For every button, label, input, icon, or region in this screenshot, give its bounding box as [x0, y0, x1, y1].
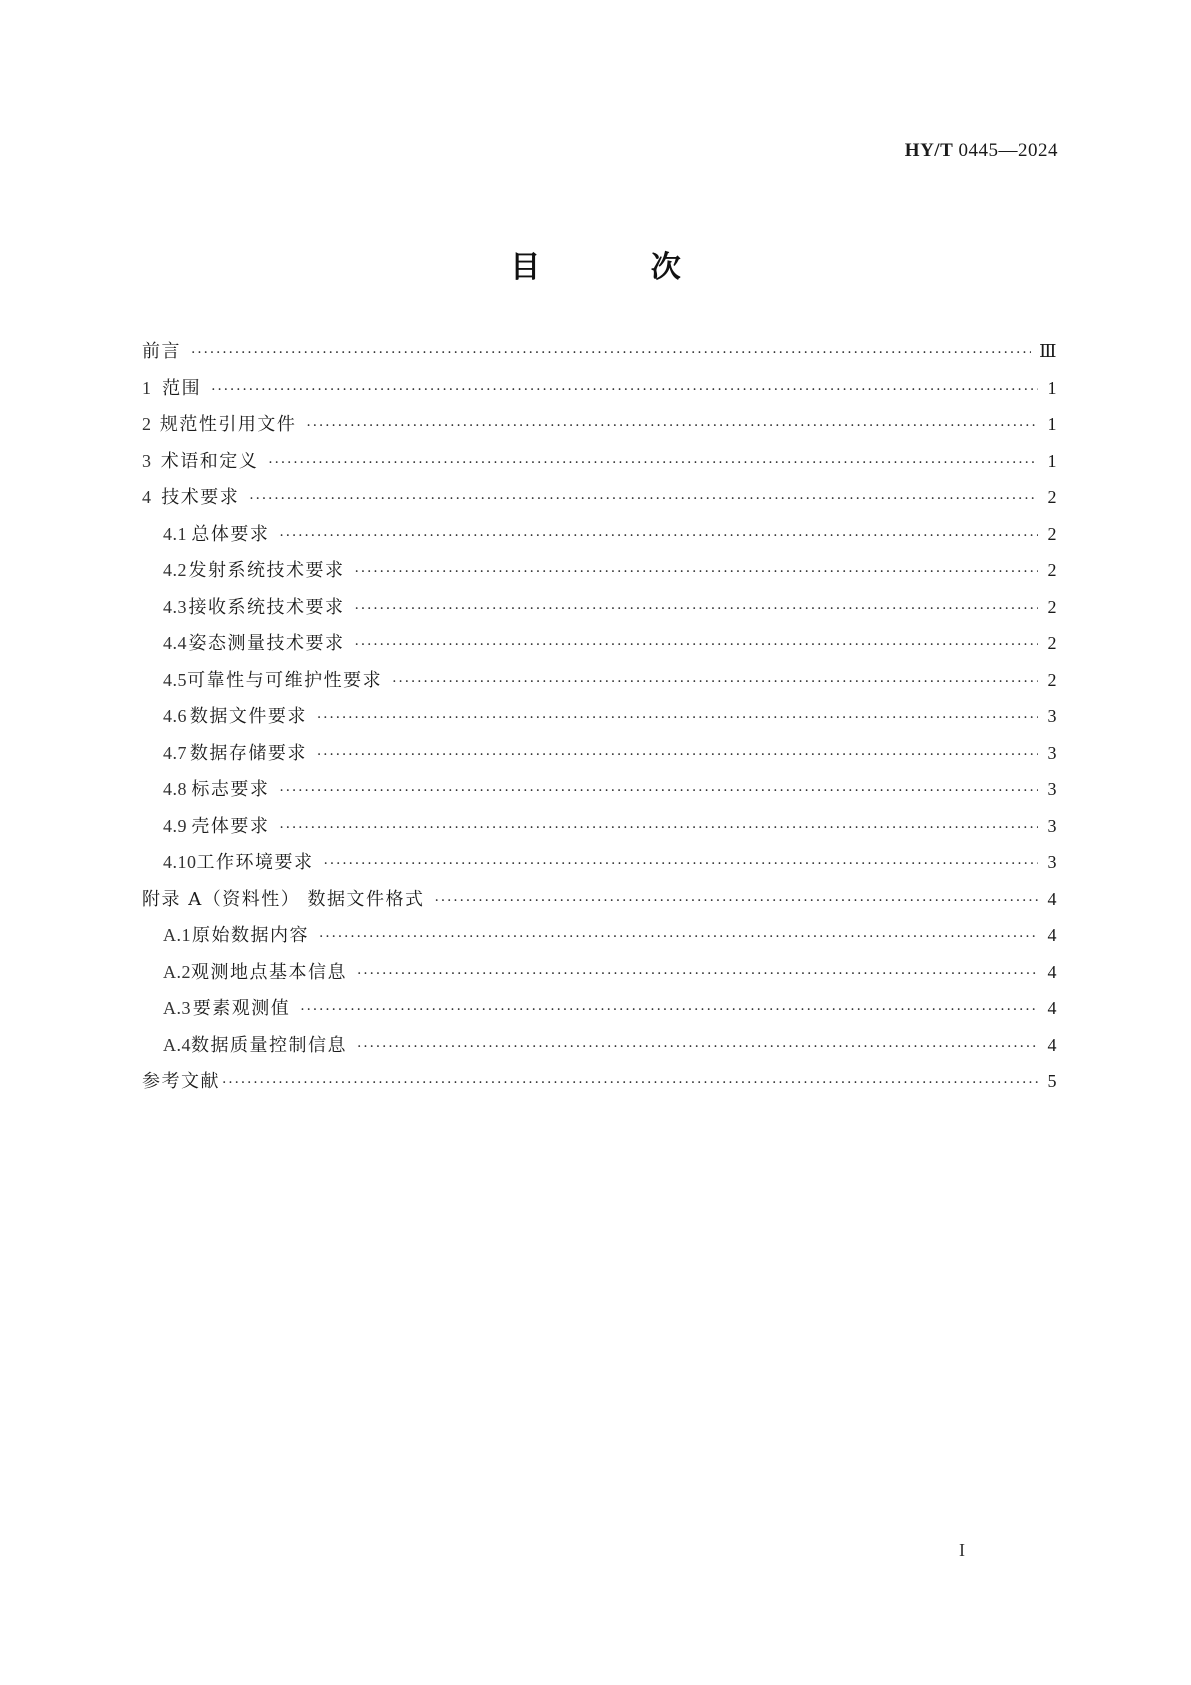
- toc-entry-page: 4: [1047, 961, 1058, 982]
- toc-leader-dots: [279, 528, 1038, 544]
- page-number: I: [959, 1540, 965, 1560]
- toc-leader-dots: [317, 710, 1038, 726]
- toc-entry-label: 发射系统技术要求: [188, 560, 345, 581]
- toc-entry-4-2[interactable]: [142, 556, 1058, 593]
- document-code-number: 0445—2024: [958, 140, 1058, 161]
- toc-entry-label: 标志要求: [191, 779, 270, 800]
- toc-entry-4-1[interactable]: [142, 520, 1058, 557]
- toc-entry-page: 1: [1047, 377, 1058, 398]
- toc-leader-dots: [306, 418, 1038, 434]
- toc-entry-page: 1: [1047, 450, 1058, 471]
- document-code: [905, 140, 1058, 162]
- toc-title: 目 次: [510, 250, 731, 285]
- toc-entry-page: 2: [1047, 669, 1058, 690]
- toc-leader-dots: [300, 1002, 1038, 1018]
- toc-entry-number: 4.3: [163, 596, 187, 617]
- toc-entry-4-5[interactable]: [142, 666, 1058, 703]
- toc-entry-label: 总体要求: [191, 523, 270, 545]
- toc-entry-label: 观测地点基本信息: [191, 961, 347, 983]
- toc-leader-dots: [355, 637, 1038, 653]
- toc-entry-number: A.4: [163, 1034, 191, 1055]
- toc-entry-normative-references[interactable]: [142, 410, 1058, 447]
- toc-entry-number: 4.6: [163, 706, 187, 726]
- toc-leader-dots: [249, 491, 1038, 507]
- toc-entry-number: 4.9: [163, 815, 187, 836]
- toc-entry-page: 2: [1047, 560, 1058, 580]
- toc-entry-number: A.1: [163, 925, 191, 945]
- toc-entry-number: 4: [142, 487, 152, 507]
- toc-entry-4-8[interactable]: [142, 775, 1058, 812]
- toc-entry-page: 3: [1047, 742, 1058, 763]
- toc-entry-label: 技术要求: [161, 487, 240, 508]
- toc-entry-label: 术语和定义: [160, 450, 259, 472]
- toc-leader-dots: [355, 601, 1038, 617]
- toc-entry-number: 4.2: [163, 560, 187, 580]
- toc-entry-page: 3: [1047, 779, 1058, 799]
- toc-entry-page: 4: [1047, 998, 1058, 1018]
- toc-entry-4-7[interactable]: [142, 739, 1058, 776]
- toc-entry-page: 2: [1047, 596, 1058, 617]
- toc-entry-label: 要素观测值: [192, 998, 291, 1019]
- toc-leader-dots: [355, 564, 1038, 580]
- toc-entry-page: Ⅲ: [1039, 341, 1058, 361]
- toc-entry-number: 2: [142, 414, 152, 434]
- toc-entry-page: 3: [1047, 815, 1058, 836]
- toc-entry-page: 4: [1047, 925, 1058, 945]
- toc-entry-page: 2: [1047, 487, 1058, 507]
- toc-entry-number: A.2: [163, 961, 191, 982]
- toc-entry-4-9[interactable]: [142, 812, 1058, 849]
- toc-leader-dots: [357, 966, 1038, 982]
- toc-leader-dots: [319, 929, 1038, 945]
- toc-entry-label: 工作环境要求: [196, 852, 314, 873]
- toc-entry-a-3[interactable]: [142, 994, 1058, 1031]
- toc-leader-dots: [211, 382, 1038, 398]
- toc-entry-label: 前言: [142, 341, 181, 362]
- toc-entry-page: 2: [1047, 523, 1058, 544]
- toc-entry-terms-definitions[interactable]: [142, 447, 1058, 484]
- toc-leader-dots: [392, 674, 1038, 690]
- toc-leader-dots: [191, 345, 1031, 361]
- toc-entry-page: 4: [1047, 1034, 1058, 1055]
- toc-leader-dots: [434, 893, 1038, 909]
- toc-entry-4-10[interactable]: [142, 848, 1058, 885]
- toc-entry-label: 规范性引用文件: [159, 414, 297, 435]
- toc-entry-label: 接收系统技术要求: [188, 596, 345, 618]
- toc-entry-number: A.3: [163, 998, 191, 1018]
- toc-entry-number: 4.1: [163, 523, 187, 544]
- toc-entry-label: 参考文献: [142, 1071, 220, 1092]
- toc-leader-dots: [222, 1075, 1038, 1091]
- toc-entry-appendix-a[interactable]: [142, 885, 1058, 922]
- toc-leader-dots: [279, 783, 1038, 799]
- toc-entry-number: 1: [142, 377, 152, 398]
- toc-entry-number: 3: [142, 450, 152, 471]
- toc-entry-4-3[interactable]: [142, 593, 1058, 630]
- toc-entry-number: 4.4: [163, 633, 187, 653]
- toc-entry-label: 姿态测量技术要求: [188, 633, 345, 654]
- toc-entry-page: 1: [1047, 414, 1058, 434]
- toc-entry-bibliography[interactable]: [142, 1067, 1058, 1104]
- toc-entry-a-2[interactable]: [142, 958, 1058, 995]
- toc-entry-page: 3: [1047, 852, 1058, 872]
- toc-entry-technical-requirements[interactable]: [142, 483, 1058, 520]
- toc-leader-dots: [268, 455, 1038, 471]
- toc-entry-scope[interactable]: [142, 374, 1058, 411]
- toc-entry-page: 5: [1047, 1071, 1058, 1091]
- toc-entry-label: 原始数据内容: [192, 925, 310, 946]
- toc-leader-dots: [317, 747, 1038, 763]
- toc-entry-page: 2: [1047, 633, 1058, 653]
- toc-entry-4-4[interactable]: [142, 629, 1058, 666]
- toc-entry-4-6[interactable]: [142, 702, 1058, 739]
- toc-entry-a-4[interactable]: [142, 1031, 1058, 1068]
- toc-entry-label: 数据文件要求: [189, 706, 307, 727]
- table-of-contents: [142, 337, 1058, 1104]
- toc-leader-dots: [324, 856, 1039, 872]
- toc-entry-label: 可靠性与可维护性要求: [187, 669, 383, 691]
- toc-entry-label: 数据质量控制信息: [191, 1034, 347, 1056]
- toc-entry-label: 附录 A（资料性） 数据文件格式: [142, 888, 425, 910]
- toc-entry-number: 4.7: [163, 742, 187, 763]
- toc-entry-label: 数据存储要求: [189, 742, 307, 764]
- toc-leader-dots: [279, 820, 1038, 836]
- toc-entry-number: 4.10: [163, 852, 197, 872]
- toc-leader-dots: [357, 1039, 1038, 1055]
- toc-entry-page: 3: [1047, 706, 1058, 726]
- toc-entry-number: 4.8: [163, 779, 187, 799]
- document-code-prefix: HY/T: [904, 140, 954, 161]
- toc-entry-label: 壳体要求: [191, 815, 270, 837]
- toc-entry-foreword[interactable]: [142, 337, 1058, 374]
- toc-entry-label: 范围: [162, 377, 202, 399]
- toc-entry-a-1[interactable]: [142, 921, 1058, 958]
- toc-entry-number: 4.5: [163, 669, 187, 690]
- toc-entry-page: 4: [1047, 888, 1058, 909]
